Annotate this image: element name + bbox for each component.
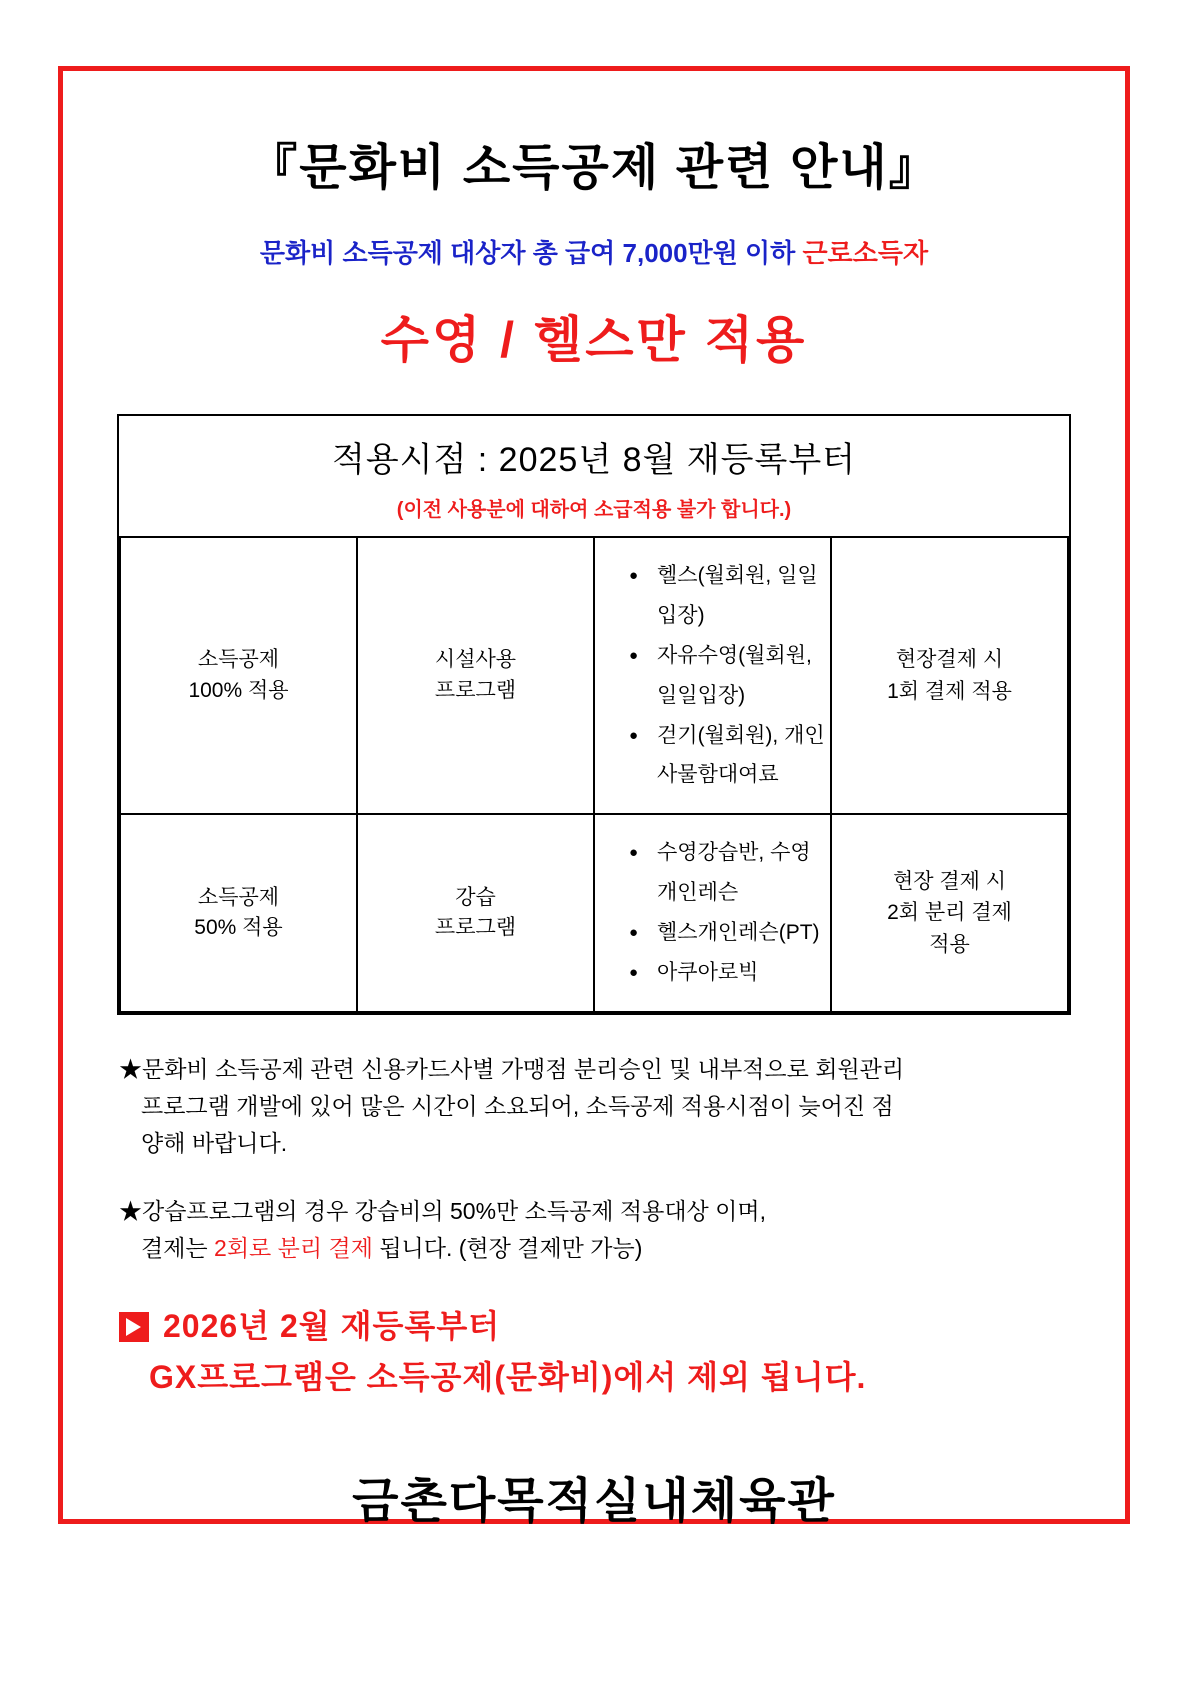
list-item: ● 걷기(월회원), 개인사물함대여료 xyxy=(629,716,830,796)
list-item: ● 헬스(월회원, 일일입장) xyxy=(629,556,830,636)
note-block-1 xyxy=(119,1051,1069,1163)
payment-method-line3: 적용 xyxy=(929,932,970,956)
program-type-line1: 시설사용 xyxy=(434,648,517,672)
notes-section xyxy=(119,1051,1069,1267)
program-items-cell-2 xyxy=(594,814,831,1012)
note2-line2-pre: 결제는 xyxy=(141,1234,215,1261)
program-items-list-2 xyxy=(629,833,830,993)
deduction-rate-cell-1 xyxy=(120,537,357,814)
deduction-rate-cell-2 xyxy=(120,814,357,1012)
payment-method-line2: 1회 결제 적용 xyxy=(887,679,1012,703)
table-row xyxy=(120,537,1068,814)
right-arrow-icon xyxy=(119,1312,149,1342)
arrow-notice-block xyxy=(119,1301,1069,1403)
program-type-cell-1 xyxy=(357,537,594,814)
note2-line2 xyxy=(119,1230,1069,1267)
program-type-line1: 강습 xyxy=(455,885,496,909)
info-table-wrapper xyxy=(117,414,1071,1015)
apply-date-text: 적용시점 : 2025년 8월 재등록부터 xyxy=(331,441,857,479)
note1-line2: 프로그램 개발에 있어 많은 시간이 소요되어, 소득공제 적용시점이 늦어진 점 xyxy=(141,1093,894,1120)
note1-line3: 양해 바랍니다. xyxy=(141,1130,288,1157)
table-banner-row xyxy=(120,416,1068,537)
subtitle-red-text: 근로소득자 xyxy=(802,238,929,268)
headline: 수영 / 헬스만 적용 xyxy=(380,312,808,368)
payment-method-line1: 현장결제 시 xyxy=(895,648,1004,672)
deduction-rate-line2: 100% 적용 xyxy=(188,678,289,702)
table-banner-cell xyxy=(120,416,1068,537)
payment-method-line2: 2회 분리 결제 xyxy=(887,901,1012,925)
poster-container xyxy=(58,66,1130,1528)
no-retroactive-note: (이전 사용분에 대하여 소급적용 불가 합니다.) xyxy=(396,499,792,521)
list-item: ● 아쿠아로빅 xyxy=(629,953,830,993)
facility-name: 금촌다목적실내체육관 xyxy=(352,1474,836,1528)
table-row xyxy=(120,814,1068,1012)
note2-line1: ★강습프로그램의 경우 강습비의 50%만 소득공제 적용대상 이며, xyxy=(119,1197,766,1224)
arrow-notice-line1-row xyxy=(119,1301,1069,1352)
subtitle xyxy=(109,233,1079,270)
program-items-cell-1 xyxy=(594,537,831,814)
note-block-2 xyxy=(119,1193,1069,1268)
page-title: 『문화비 소득공제 관련 안내』 xyxy=(248,141,940,195)
program-type-cell-2 xyxy=(357,814,594,1012)
note1-line1: ★문화비 소득공제 관련 신용카드사별 가맹점 분리승인 및 내부적으로 회원관리 xyxy=(119,1055,905,1082)
arrow-notice-line2: GX프로그램은 소득공제(문화비)에서 제외 됩니다. xyxy=(149,1359,867,1396)
subtitle-blue-text: 문화비 소득공제 대상자 총 급여 7,000만원 이하 xyxy=(259,238,803,268)
payment-method-cell-2 xyxy=(831,814,1068,1012)
payment-method-cell-1 xyxy=(831,537,1068,814)
info-table xyxy=(119,416,1069,1013)
note2-line2-highlight: 2회로 분리 결제 xyxy=(214,1234,373,1261)
list-item: ● 자유수영(월회원, 일일입장) xyxy=(629,636,830,716)
poster-inner xyxy=(63,71,1125,1531)
note2-line2-post: 됩니다. (현장 결제만 가능) xyxy=(372,1234,643,1261)
list-item: ● 헬스개인레슨(PT) xyxy=(629,913,830,953)
arrow-notice-line1: 2026년 2월 재등록부터 xyxy=(163,1308,501,1345)
deduction-rate-line1: 소득공제 xyxy=(197,885,280,909)
list-item: ● 수영강습반, 수영개인레슨 xyxy=(629,833,830,913)
program-type-line2: 프로그램 xyxy=(434,916,517,940)
deduction-rate-line2: 50% 적용 xyxy=(194,916,283,940)
deduction-rate-line1: 소득공제 xyxy=(197,648,280,672)
program-items-list-1 xyxy=(629,556,830,795)
program-type-line2: 프로그램 xyxy=(434,678,517,702)
payment-method-line1: 현장 결제 시 xyxy=(892,869,1007,893)
